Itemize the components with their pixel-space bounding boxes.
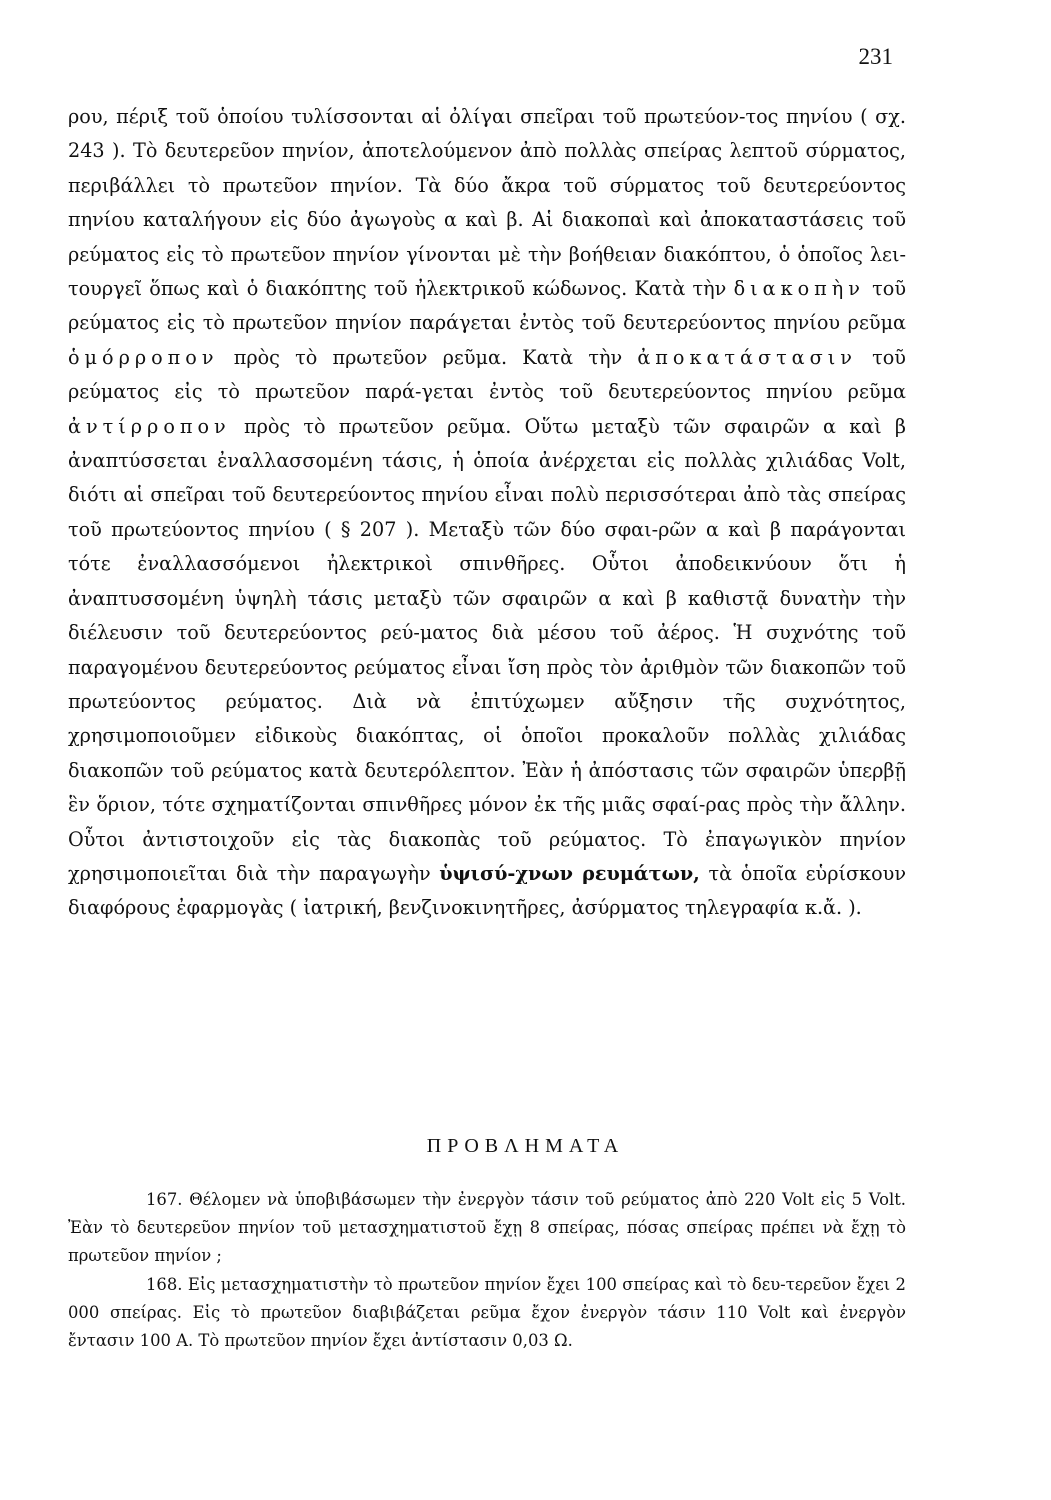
body-paragraph [68, 100, 906, 926]
text-run: ρου, πέριξ τοῦ ὁποίου τυλίσσονται αἱ ὀλίγαι σπεῖραι τοῦ πρωτεύον-τος πηνίου ( σχ. 243 ). Τὸ δευτερεῦον πηνίον, ἀποτελούμενον ἀπὸ πολλὰς σπείρας λεπτοῦ σύρματος, περιβάλλει τὸ πρωτεῦον πηνίον. Τὰ δύο ἄκρα τοῦ σύρματος τοῦ δευτερεύοντος πηνίου καταλήγουν εἰς δύο ἀγωγοὺς α καὶ β. Αἱ διακοπαὶ καὶ ἀποκαταστάσεις τοῦ ρεύματος εἰς τὸ πρωτεῦον πηνίον γίνονται μὲ τὴν βοήθειαν διακόπτου, ὁ ὁποῖος λει-τουργεῖ ὅπως καὶ ὁ διακόπτης τοῦ ἠλεκτρικοῦ κώδωνος. Κατὰ τὴν [68, 105, 906, 301]
text-run: τοῦ ρεύματος εἰς τὸ πρωτεῦον πηνίον παράγεται ἐντὸς τοῦ δευτερεύοντος πηνίου ρεῦμα [68, 277, 906, 335]
spaced-term-apokatastasin: ἀποκατάστασιν [637, 345, 857, 369]
bold-term-high-frequency: ὑψισύ-χνων ρευμάτων, [439, 861, 700, 885]
text-run: πρὸς τὸ πρωτεῦον ρεῦμα. Κατὰ τὴν [233, 345, 623, 369]
spaced-term-homorropon: ὁμόρροπον [68, 345, 219, 369]
text-run: τοῦ ρεύματος εἰς τὸ πρωτεῦον παρά-γεται ἐντὸς τοῦ δευτερεύοντος πηνίου ρεῦμα [68, 345, 906, 404]
page-number: 231 [858, 44, 893, 69]
text-run: τὰ ὁποῖα εὑρίσκουν διαφόρους ἐφαρμογὰς ( ἰατρική, βενζινοκινητῆρες, ἀσύρματος τηλεγραφία κ.ἄ. ). [68, 861, 906, 920]
text-run: πρὸς τὸ πρωτεῦον ρεῦμα. Οὕτω μεταξὺ τῶν σφαιρῶν α καὶ β ἀναπτύσσεται ἐναλλασσομένη τάσις, ἡ ὁποία ἀνέρχεται εἰς πολλὰς χιλιάδας Volt, διότι αἱ σπεῖραι τοῦ δευτερεύοντος πηνίου εἶναι πολὺ περισσότεραι ἀπὸ τὰς σπείρας τοῦ πρωτεύοντος πηνίου ( § 207 ). Μεταξὺ τῶν δύο σφαι-ρῶν α καὶ β παράγονται τότε ἐναλλασσόμενοι ἠλεκτρικοὶ σπινθῆρες. Οὗτοι ἀποδεικνύουν ὅτι ἡ ἀναπτυσσομένη ὑψηλὴ τάσις μεταξὺ τῶν σφαιρῶν α καὶ β καθιστᾷ δυνατὴν τὴν διέλευσιν τοῦ δευτερεύοντος ρεύ-ματος διὰ μέσου τοῦ ἀέρος. Ἡ συχνότης τοῦ παραγομένου δευτερεύοντος ρεύματος εἶναι ἴση πρὸς τὸν ἀριθμὸν τῶν διακοπῶν τοῦ πρωτεύοντος ρεύματος. Διὰ νὰ ἐπιτύχωμεν αὔξησιν τῆς συχνότητος, χρησιμοποιοῦμεν εἰδικοὺς διακόπτας, οἱ ὁποῖοι προκαλοῦν πολλὰς χιλιάδας διακοπῶν τοῦ ρεύματος κατὰ δευτερόλεπτον. Ἐὰν ἡ ἀπόστασις τῶν σφαιρῶν ὑπερβῇ ἓν ὅριον, τότε σχηματίζονται σπινθῆρες μόνον ἐκ τῆς μιᾶς σφαί-ρας πρὸς τὴν ἄλλην. Οὗτοι ἀντιστοιχοῦν εἰς τὰς διακοπὰς τοῦ ρεύματος. Τὸ ἐπαγωγικὸν πηνίον χρησιμοποιεῖται διὰ τὴν παραγωγὴν [68, 414, 906, 885]
section-title: ΠΡΟΒΛΗΜΑΤΑ [426, 1135, 625, 1157]
paragraph [68, 100, 906, 926]
problem-item: 168. Εἰς μετασχηματιστὴν τὸ πρωτεῦον πηνίον ἔχει 100 σπείρας καὶ τὸ δευ-τερεῦον ἔχει 2 000 σπείρας. Εἰς τὸ πρωτεῦον διαβιβάζεται ρεῦμα ἔχον ἐνεργὸν τάσιν 110 Volt καὶ ἐνεργὸν ἔντασιν 100 Α. Τὸ πρωτεῦον πηνίον ἔχει ἀντίστασιν 0,03 Ω. [68, 1274, 906, 1351]
problem-item: 167. Θέλομεν νὰ ὑποβιβάσωμεν τὴν ἐνεργὸν τάσιν τοῦ ρεύματος ἀπὸ 220 Volt εἰς 5 Volt. Ἐὰν τὸ δευτερεῦον πηνίον τοῦ μετασχηματιστοῦ ἔχῃ 8 σπείρας, πόσας σπείρας πρέπει νὰ ἔχῃ τὸ πρωτεῦον πηνίον ; [68, 1190, 906, 1266]
spaced-term-antirropon: ἀντίρροπον [68, 414, 231, 438]
spaced-term-diakopin: διακοπὴν [733, 277, 865, 301]
problems-list [68, 1186, 906, 1355]
